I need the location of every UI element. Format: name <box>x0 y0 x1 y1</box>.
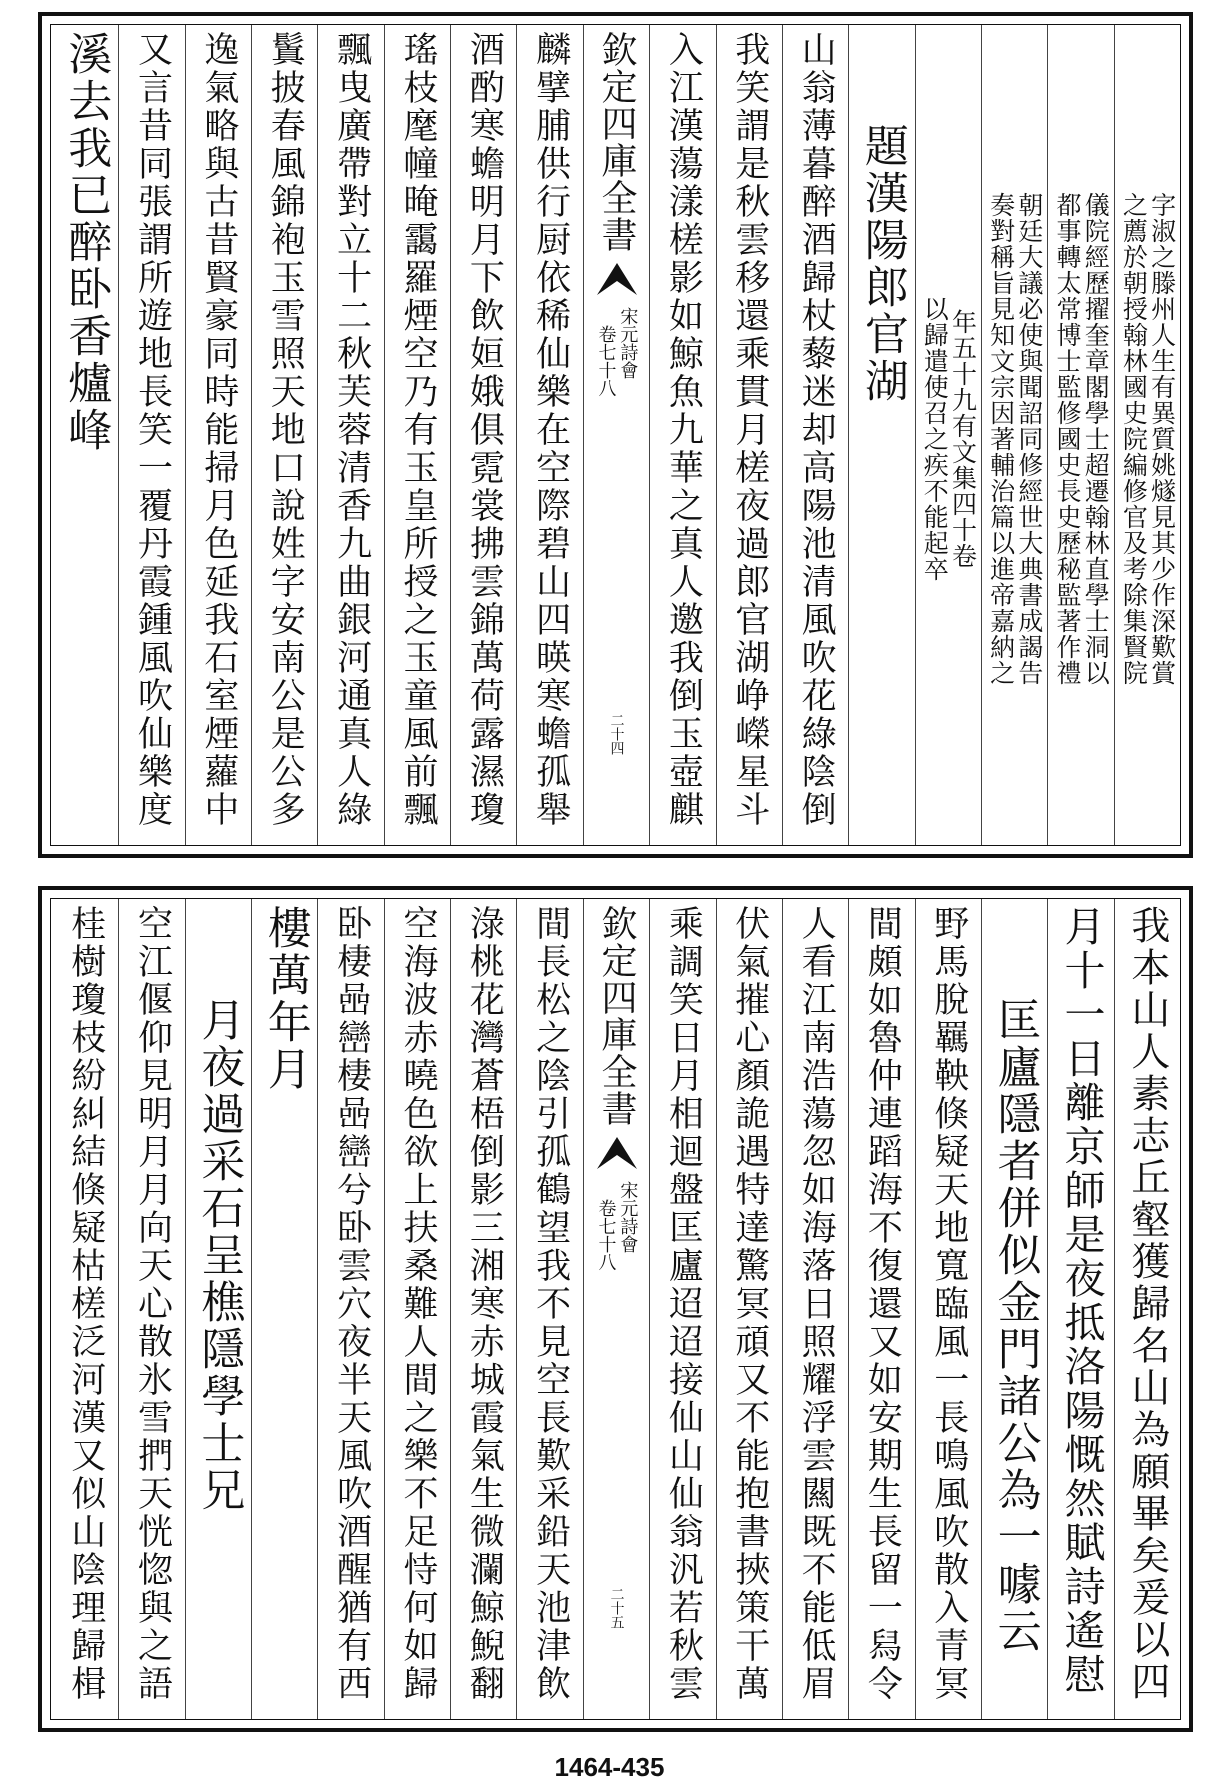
collection-name: 宋元詩會 <box>617 307 639 379</box>
text-column <box>185 25 251 845</box>
text-line: 間頗如魯仲連蹈海不復還又如安期生長留一舄令 <box>862 905 903 1703</box>
annotation-column <box>1114 25 1180 845</box>
text-column <box>981 899 1047 1719</box>
text-column <box>450 25 516 845</box>
text-line: 我本山人素志丘壑獲歸名山為願畢矣爰以四 <box>1124 905 1170 1703</box>
text-column <box>317 25 383 845</box>
margin-column <box>583 25 649 845</box>
text-column <box>915 899 981 1719</box>
bottom-page <box>38 886 1193 1732</box>
text-column <box>716 899 782 1719</box>
annotation-line: 之薦於朝授翰林國史院編修官及考除集賢院 <box>1119 192 1149 686</box>
collection-name: 宋元詩會 <box>617 1181 639 1253</box>
top-page-frame <box>50 24 1181 846</box>
annotation-column <box>915 25 981 845</box>
poem-title: 月夜過采石呈樵隱學士兄 <box>193 997 245 1514</box>
text-line: 月十一日離京師是夜抵洛陽慨然賦詩遙慰 <box>1057 905 1106 1697</box>
text-line: 人看江南浩蕩忽如海落日照耀浮雲闗既不能低眉 <box>796 905 837 1703</box>
text-line: 麟擘脯供行厨依稀仙樂在空際碧山四暎寒蟾孤舉 <box>530 31 571 829</box>
text-line: 桂樹瓊枝紛糾結倏疑枯槎泛河漢又似山陰理歸楫 <box>65 905 106 1703</box>
text-line: 匡廬隱者併似金門諸公為一噱云 <box>989 997 1041 1655</box>
leaf-number: 二十四 <box>608 713 625 755</box>
annotation-line: 朝廷大議必使與聞詔同修經世大典書成謁告 <box>1014 192 1044 686</box>
top-page <box>38 12 1193 858</box>
text-column <box>317 899 383 1719</box>
margin-column <box>583 899 649 1719</box>
annotation-line: 儀院經歷擢奎章閣學士超遷翰林直學士洞以 <box>1081 192 1111 686</box>
text-line: 山翁薄暮醉酒歸杖藜迷却高陽池清風吹花綠陰倒 <box>796 31 837 829</box>
text-line: 空江偃仰見明月月向天心散氷雪捫天恍惚與之語 <box>132 905 173 1703</box>
annotation-line: 以歸遣使召之疾不能起卒 <box>920 296 950 582</box>
text-column <box>782 25 848 845</box>
collection-title: 欽定四庫全書 <box>596 31 638 253</box>
text-line: 飄曳廣帶對立十二秋芙蓉清香九曲銀河通真人綠 <box>331 31 372 829</box>
annotation-column <box>981 25 1047 845</box>
text-line: 野馬脫羈鞅倏疑天地寬臨風一長鳴風吹散入青冥 <box>928 905 969 1703</box>
poem-title-column <box>848 25 914 845</box>
text-column <box>1047 899 1113 1719</box>
text-line: 又言昔同張謂所遊地長笑一覆丹霞鍾風吹仙樂度 <box>132 31 173 829</box>
annotation-line: 年五十九有文集四十卷 <box>948 309 978 569</box>
text-column <box>251 25 317 845</box>
text-column <box>516 25 582 845</box>
text-column <box>384 899 450 1719</box>
text-line: 瑤枝麾幢晻靄羅煙空乃有玉皇所授之玉童風前飄 <box>397 31 438 829</box>
volume-label-group <box>596 307 638 397</box>
text-column <box>649 899 715 1719</box>
text-line: 伏氣摧心顏詭遇特達驚冥頑又不能抱書挾策干萬 <box>729 905 770 1703</box>
text-line: 空海波赤曉色欲上扶桑難人間之樂不足恃何如歸 <box>397 905 438 1703</box>
text-line: 入江漢蕩漾槎影如鯨魚九華之真人邀我倒玉壺麒 <box>663 31 704 829</box>
text-column <box>251 899 317 1719</box>
text-line: 鬒披春風錦袍玉雪照天地口說姓字安南公是公多 <box>265 31 306 829</box>
text-line: 樓萬年月 <box>259 905 311 1093</box>
poem-title-column <box>185 899 251 1719</box>
text-column <box>516 899 582 1719</box>
text-column <box>118 899 184 1719</box>
text-column <box>716 25 782 845</box>
volume-number: 卷七十八 <box>595 1199 617 1271</box>
text-line: 我笑謂是秋雲移還乘貫月槎夜過郎官湖峥嶸星斗 <box>729 31 770 829</box>
collection-title: 欽定四庫全書 <box>596 905 638 1127</box>
annotation-line: 字淑之滕州人生有異質姚燧見其少作深歎賞 <box>1147 192 1177 686</box>
bottom-page-frame <box>50 898 1181 1720</box>
text-column <box>52 25 118 845</box>
leaf-number: 二十五 <box>608 1587 625 1629</box>
text-line: 淥桃花灣蒼梧倒影三湘寒赤城霞氣生微瀾鯨鯢翻 <box>464 905 505 1703</box>
text-line: 卧棲喦巒棲喦巒兮卧雲穴夜半天風吹酒醒猶有西 <box>331 905 372 1703</box>
volume-number: 卷七十八 <box>595 325 617 397</box>
text-column <box>450 899 516 1719</box>
fish-tail-icon <box>597 259 637 295</box>
text-column <box>118 25 184 845</box>
text-line: 酒酌寒蟾明月下飲姮娥俱霓裳拂雲錦萬荷露濕瓊 <box>464 31 505 829</box>
volume-label-group <box>596 1181 638 1271</box>
text-column <box>848 899 914 1719</box>
text-column <box>649 25 715 845</box>
annotation-line: 奏對稱旨見知文宗因著輔治篇以進帝嘉納之 <box>986 192 1016 686</box>
text-column <box>782 899 848 1719</box>
text-line: 逸氣略與古昔賢豪同時能掃月色延我石室煙蘿中 <box>198 31 239 829</box>
annotation-line: 都事轉太常博士監修國史長史歷秘監著作禮 <box>1052 192 1082 686</box>
text-column <box>384 25 450 845</box>
poem-title: 題漢陽郎官湖 <box>856 123 908 405</box>
text-column <box>52 899 118 1719</box>
page-number: 1464-435 <box>554 1752 665 1782</box>
text-line: 間長松之陰引孤鶴望我不見空長歎采鉛天池津飲 <box>530 905 571 1703</box>
text-line: 溪去我已醉卧香爐峰 <box>60 31 112 454</box>
annotation-column <box>1047 25 1113 845</box>
text-column <box>1114 899 1180 1719</box>
text-line: 乘調笑日月相迴盤匡廬迢迢接仙山仙翁汎若秋雲 <box>663 905 704 1703</box>
fish-tail-icon <box>597 1133 637 1169</box>
